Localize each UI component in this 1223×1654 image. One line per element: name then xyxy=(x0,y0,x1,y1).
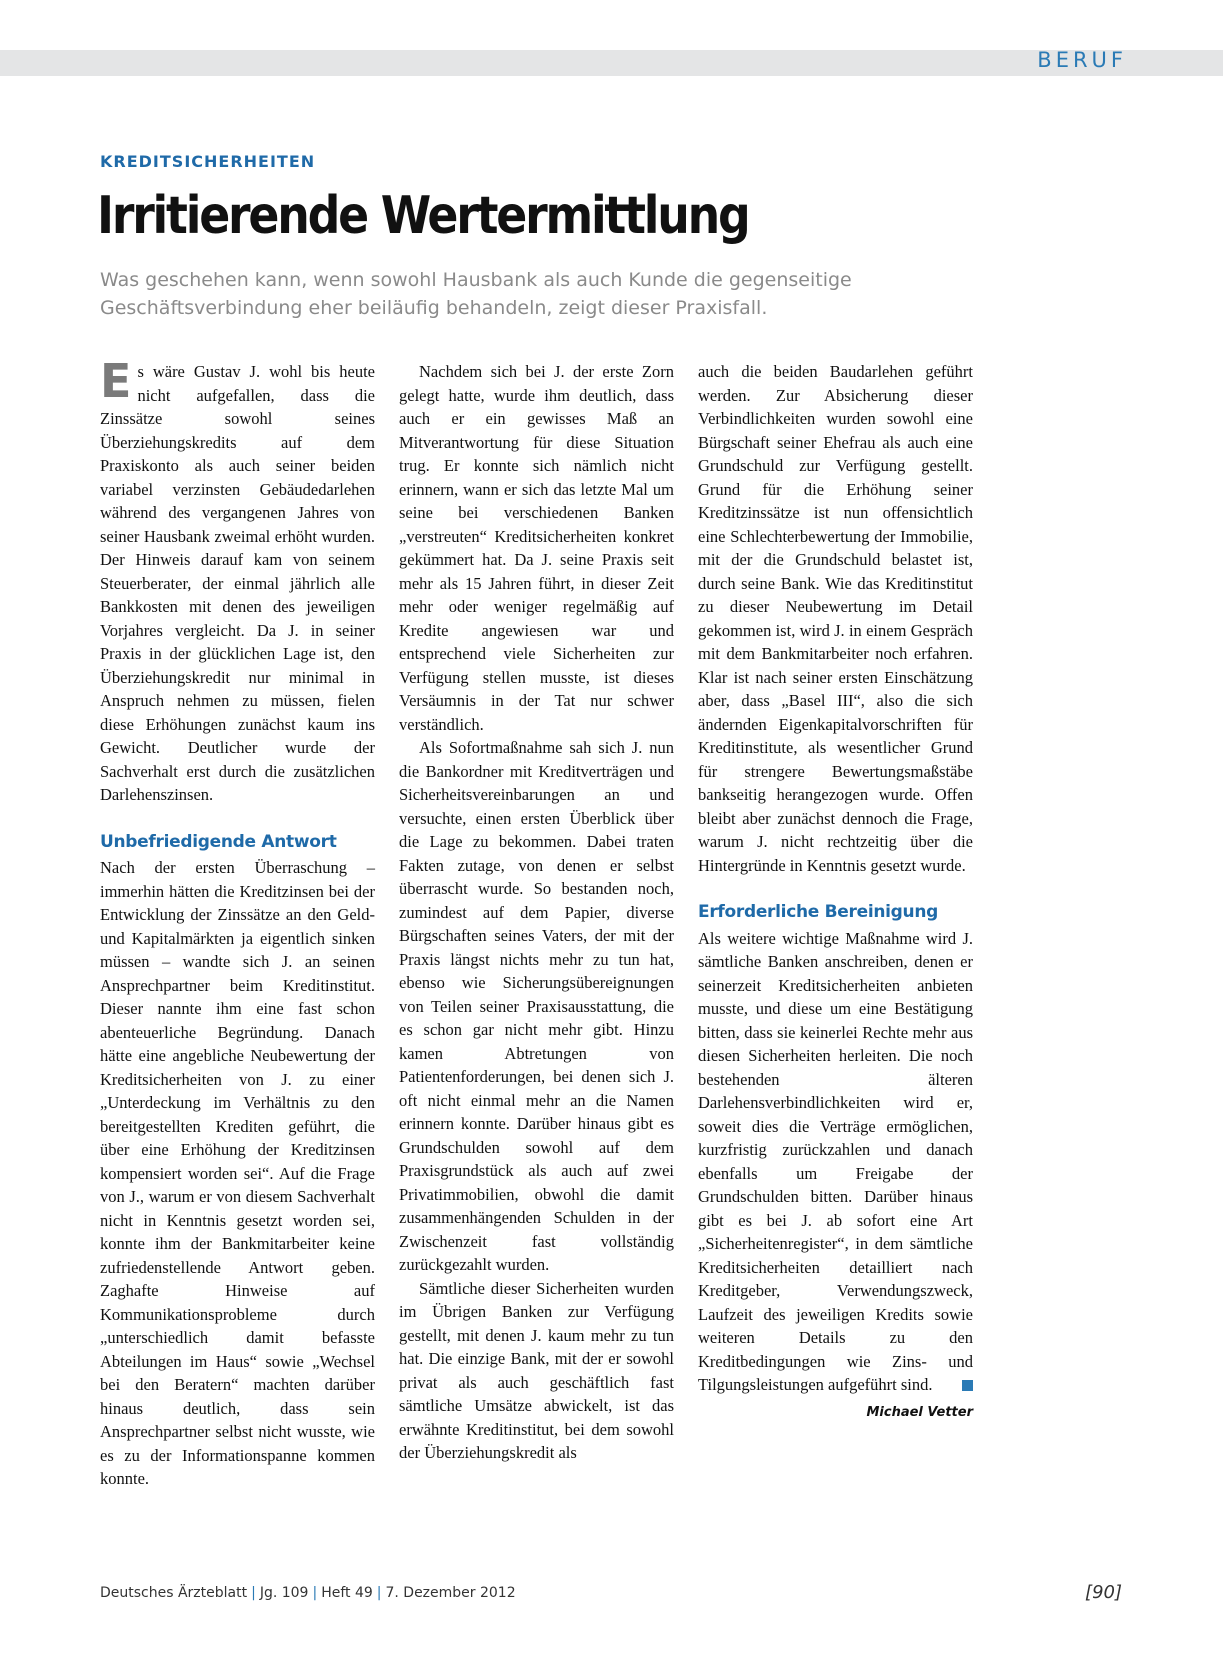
footer-separator: | xyxy=(251,1585,256,1601)
footer-separator: | xyxy=(376,1585,382,1601)
footer-citation xyxy=(100,1585,516,1601)
page-number: [90] xyxy=(1085,1582,1122,1603)
paragraph: Als Sofortmaßnahme sah sich J. nun die Bankordner mit Kreditverträgen und Sicherheitsvereinbarungen an und versuchte, einen ersten Überblick über die Lage zu bekommen. Dabei traten Fakten zutage, von denen er selbst überrascht wurde. So bestanden noch, zumindest auf dem Papier, diverse Bürgschaften seines Vaters, der mit der Praxis längst nichts mehr zu tun hat, ebenso wie Sicherungsübereignungen von Teilen seiner Praxisausstattung, die es schon gar nicht mehr gibt. Hinzu kamen Abtretungen von Patientenforderungen, bei denen sich J. oft nicht einmal mehr an die Namen erinnern konnte. Darüber hinaus gibt es Grundschulden sowohl auf dem Praxisgrundstück als auch auf zwei Privatimmobilien, obwohl die damit zusammenhängenden Schulden in der Zwischenzeit fast vollständig zurückgezahlt wurden. xyxy=(399,738,674,1274)
journal-issue: Heft 49 xyxy=(321,1585,373,1601)
paragraph: Nach der ersten Überraschung – immerhin hätten die Kreditzinsen bei der Entwicklung der Zinssätze an den Geld- und Kapitalmärkten ja eigentlich sinken müssen – wandte sich J. an seinen Ansprechpartner beim Kreditinstitut. Dieser nannte ihm eine fast schon abenteuerliche Begründung. Danach hätte eine angebliche Neubewertung der Kreditsicherheiten von J. zu einer „Unterdeckung im Verhältnis zu den bereitgestellten Krediten geführt, die über eine Erhöhung der Kreditzinsen kompensiert worden sei“. Auf die Frage von J., warum er von diesem Sachverhalt nicht in Kenntnis gesetzt worden sei, konnte ihm der Bankmitarbeiter keine zufriedenstellende Antwort geben. Zaghafte Hinweise auf Kommunikationsprobleme durch „unterschiedlich damit befasste Abteilungen im Haus“ sowie „Wechsel bei den Beratern“ machten darüber hinaus deutlich, dass sein Ansprechpartner selbst nicht wusste, wie es zu der Informationspanne kommen konnte. xyxy=(100,858,375,1488)
paragraph: Nachdem sich bei J. der erste Zorn gelegt hatte, wurde ihm deutlich, dass auch er ein gewisses Maß an Mitverantwortung für diese Situation trug. Er konnte sich nämlich nicht erinnern, wann er sich das letzte Mal um seine bei verschiedenen Banken „verstreuten“ Kreditsicherheiten konkret gekümmert hat. Da J. seine Praxis seit mehr als 15 Jahren führt, in dieser Zeit mehr oder weniger regelmäßig auf Kredite angewiesen war und entsprechend viele Sicherheiten zur Verfügung stellen musste, ist dieses Versäumnis in der Tat nur schwer verständlich. xyxy=(399,362,674,734)
article-kicker: KREDITSICHERHEITEN xyxy=(100,152,316,171)
article-title: Irritierende Wertermittlung xyxy=(97,186,749,246)
paragraph-continued: auch die beiden Baudarlehen geführt werden. Zur Absicherung dieser Verbindlichkeiten wurden sowohl eine Bürgschaft seiner Ehefrau als auch eine Grundschuld zur Verfügung gestellt. Grund für die Erhöhung seiner Kreditzinssätze ist nun offensichtlich eine Schlechterbewertung der Immobilie, mit der die Grundschuld belastet ist, durch seine Bank. Wie das Kreditinstitut zu dieser Neubewertung im Detail gekommen ist, wird J. in einem Gespräch mit dem Bankmitarbeiter noch erfahren. Klar ist nach seiner ersten Einschätzung aber, dass „Basel III“, also die sich ändernden Eigenkapitalvorschriften für Kreditinstitute, als wesentlicher Grund für strengere Bewertungsmaßstäbe bankseitig herangezogen wurde. Offen bleibt aber zunächst dennoch die Frage, warum J. nicht rechtzeitig über die Hintergründe in Kenntnis gesetzt wurde. xyxy=(698,362,973,875)
subheading-unbefriedigende-antwort: Unbefriedigende Antwort xyxy=(100,831,337,852)
article-column-2 xyxy=(399,360,674,1465)
subheading-erforderliche-bereinigung: Erforderliche Bereinigung xyxy=(698,902,939,922)
journal-name: Deutsches Ärzteblatt xyxy=(100,1585,248,1601)
column-3-content xyxy=(698,360,973,1424)
footer-separator: | xyxy=(312,1585,318,1601)
paragraph: Sämtliche dieser Sicherheiten wurden im Übrigen Banken zur Verfügung gestellt, mit denen J. kaum mehr zu tun hat. Die einzige Bank, mit der er sowohl privat als auch geschäftlich fast sämtliche Umsätze abwickelt, ist das erwähnte Kreditinstitut, bei dem sowohl der Überziehungskredit als xyxy=(399,1278,674,1462)
drop-cap: E xyxy=(100,354,132,408)
article-column-3 xyxy=(698,360,973,1424)
paragraph-intro-text: s wäre Gustav J. wohl bis heute nicht aufgefallen, dass die Zinssätze sowohl seines Überziehungskredits auf dem Praxiskonto als auch seiner beiden variabel verzinsten Gebäudedarlehen während des vergangenen Jahres von seiner Hausbank zweimal erhöht wurden. Der Hinweis darauf kam von seinem Steuerberater, der einmal jährlich alle Bankkosten mit denen des jeweiligen Vorjahres vergleicht. Da J. in seiner Praxis in der glücklichen Lage ist, den Überziehungskredit nur minimal in Anspruch nehmen zu müssen, fielen diese Erhöhungen zunächst kaum ins Gewicht. Deutlicher wurde der Sachverhalt erst durch die zusätzlichen Darlehenszinsen. xyxy=(100,362,375,804)
article-column-1 xyxy=(100,354,375,1491)
article-subtitle: Was geschehen kann, wenn sowohl Hausbank als auch Kunde die gegenseitige Geschäftsverbindung eher beiläufig behandeln, zeigt dieser Praxisfall. xyxy=(100,269,852,319)
paragraph-intro xyxy=(100,354,375,807)
paragraph: Als weitere wichtige Maßnahme wird J. sämtliche Banken anschreiben, denen er seinerzeit Kreditsicherheiten anbieten musste, und diese um eine Bestätigung bitten, dass sie keinerlei Rechte mehr aus diesen Sicherheiten herleiten. Die noch bestehenden älteren Darlehensverbindlichkeiten wird er, soweit dies die Verträge ermöglichen, kurzfristig zurückzahlen und danach ebenfalls um Freigabe der Grundschulden bitten. Darüber hinaus gibt es bei J. ab sofort eine Art „Sicherheitenregister“, in dem sämtliche Kreditsicherheiten detailliert nach Kreditgeber, Verwendungszweck, Laufzeit des jeweiligen Kredits sowie weiteren Details zu den Kreditbedingungen wie Zins- und Tilgungsleistungen aufgeführt sind. xyxy=(698,928,973,1394)
journal-date: 7. Dezember 2012 xyxy=(385,1585,516,1601)
end-mark-icon xyxy=(962,1380,973,1391)
journal-volume: Jg. 109 xyxy=(259,1585,309,1601)
section-label: BERUF xyxy=(1037,48,1127,72)
author-name: Michael Vetter xyxy=(866,1404,973,1420)
